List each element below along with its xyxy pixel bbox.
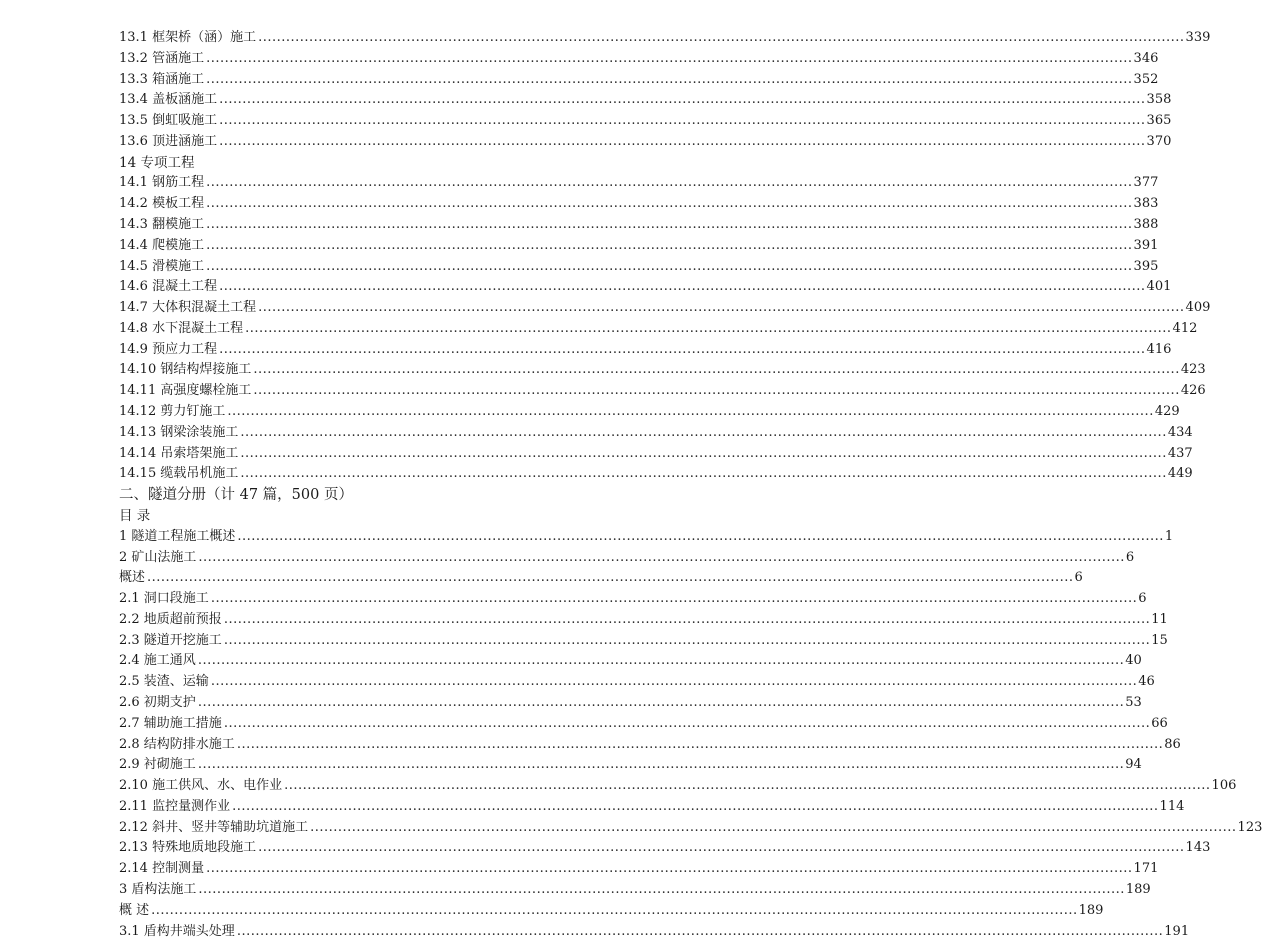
toc-entry-title: 2.3 隧道开挖施工 <box>119 632 222 648</box>
toc-leader-dots: ........................................................................................................................................................................................................ <box>197 653 1125 669</box>
toc-entry-title: 2.9 衬砌施工 <box>119 757 196 773</box>
toc-entry <box>119 402 1180 422</box>
toc-leader-dots: ........................................................................................................................................................................................................ <box>219 279 1146 295</box>
toc-entry <box>119 922 1190 942</box>
toc-entry <box>119 859 1159 879</box>
toc-page-number: 46 <box>1138 674 1155 690</box>
toc-entry-title: 13.3 箱涵施工 <box>119 71 205 87</box>
toc-entry <box>119 610 1168 630</box>
toc-entry-title: 2.1 洞口段施工 <box>119 591 209 607</box>
toc-leader-dots: ........................................................................................................................................................................................................ <box>206 50 1133 66</box>
toc-entry-title: 13.6 顶进涵施工 <box>119 133 218 149</box>
toc-entry <box>119 381 1206 401</box>
toc-page-number: 114 <box>1159 798 1185 814</box>
toc-page-number: 123 <box>1237 819 1262 835</box>
toc-page-number: 66 <box>1151 715 1168 731</box>
toc-entry-title: 概述 <box>119 570 146 586</box>
toc-entry <box>119 340 1172 360</box>
toc-entry-title: 2.4 施工通风 <box>119 653 196 669</box>
toc-entry-title: 2.7 辅助施工措施 <box>119 715 222 731</box>
toc-leader-dots: ........................................................................................................................................................................................................ <box>206 217 1133 233</box>
toc-leader-dots: ........................................................................................................................................................................................................ <box>258 300 1185 316</box>
toc-page-number: 40 <box>1125 653 1142 669</box>
toc-page-number: 339 <box>1185 30 1211 45</box>
toc-leader-dots: ........................................................................................................................................................................................................ <box>219 92 1146 108</box>
toc-entry <box>119 548 1135 568</box>
toc-entry-title: 2.10 施工供风、水、电作业 <box>119 778 283 794</box>
toc-entry <box>119 693 1142 713</box>
toc-entry <box>119 28 1211 48</box>
toc-page-number: 189 <box>1125 881 1151 897</box>
toc-entry <box>119 277 1172 297</box>
toc-entry <box>119 444 1193 464</box>
toc-leader-dots: ........................................................................................................................................................................................................ <box>197 757 1125 773</box>
toc-entry-title: 14.4 爬模施工 <box>119 237 205 253</box>
toc-page-number: 365 <box>1146 113 1172 129</box>
toc-leader-dots: ........................................................................................................................................................................................................ <box>206 196 1133 212</box>
toc-page-number: 416 <box>1146 341 1172 357</box>
toc-entry-title: 13.4 盖板涵施工 <box>119 92 218 108</box>
toc-page-number: 352 <box>1133 71 1159 87</box>
toc-page-number: 391 <box>1133 237 1159 253</box>
toc-leader-dots: ........................................................................................................................................................................................................ <box>151 902 1078 918</box>
toc-entry <box>119 70 1159 90</box>
toc-leader-dots: ........................................................................................................................................................................................................ <box>147 570 1074 586</box>
toc-page-number: 143 <box>1185 840 1211 856</box>
toc-entry-title: 2 矿山法施工 <box>119 549 197 565</box>
toc-entry-title: 14.1 钢筋工程 <box>119 175 205 191</box>
toc-entry <box>119 672 1155 692</box>
toc-entry <box>119 423 1193 443</box>
toc-leader-dots: ........................................................................................................................................................................................................ <box>210 591 1138 607</box>
toc-leader-dots: ........................................................................................................................................................................................................ <box>227 404 1154 420</box>
toc-entry <box>119 194 1159 214</box>
toc-leader-dots: ........................................................................................................................................................................................................ <box>206 237 1133 253</box>
toc-entry-title: 1 隧道工程施工概述 <box>119 528 236 544</box>
toc-entry-title: 2.13 特殊地质地段施工 <box>119 840 257 856</box>
toc-entry <box>119 755 1142 775</box>
toc-page-number: 346 <box>1133 50 1159 66</box>
toc-page-number: 53 <box>1125 694 1142 710</box>
toc-entry <box>119 236 1159 256</box>
toc-entry <box>119 797 1185 817</box>
toc-leader-dots: ........................................................................................................................................................................................................ <box>237 528 1164 544</box>
toc-entry <box>119 631 1168 651</box>
toc-page-number: 426 <box>1180 383 1206 399</box>
toc-entry-title: 14.7 大体积混凝土工程 <box>119 300 257 316</box>
toc-entry <box>119 735 1181 755</box>
toc-leader-dots: ........................................................................................................................................................................................................ <box>219 133 1146 149</box>
toc-leader-dots: ........................................................................................................................................................................................................ <box>198 881 1125 897</box>
toc-entry-title: 13.2 管涵施工 <box>119 50 205 66</box>
toc-entry-title: 14.13 钢梁涂装施工 <box>119 424 239 440</box>
toc-leader-dots: ........................................................................................................................................................................................................ <box>258 840 1185 856</box>
toc-entry-title: 14.11 高强度螺栓施工 <box>119 383 252 399</box>
toc-page-number: 11 <box>1151 611 1168 627</box>
toc-page-number: 370 <box>1146 133 1172 149</box>
toc-entry <box>119 901 1104 921</box>
toc-leader-dots: ........................................................................................................................................................................................................ <box>240 445 1167 461</box>
toc-entry <box>119 880 1151 900</box>
toc-entry <box>119 568 1083 588</box>
toc-page-number: 171 <box>1133 861 1159 877</box>
toc-leader-dots: ........................................................................................................................................................................................................ <box>210 674 1138 690</box>
toc-page-number: 383 <box>1133 196 1159 212</box>
toc-entry <box>119 464 1193 484</box>
toc-entry-title: 2.6 初期支护 <box>119 694 196 710</box>
toc-page-number: 388 <box>1133 217 1159 233</box>
toc-page-number: 1 <box>1164 528 1174 544</box>
toc-entry-title: 概 述 <box>119 902 150 918</box>
toc-entry <box>119 215 1159 235</box>
toc-entry-title: 3 盾构法施工 <box>119 881 197 897</box>
toc-entry-title: 14.3 翻模施工 <box>119 217 205 233</box>
toc-page-number: 409 <box>1185 300 1211 316</box>
toc-entry <box>119 319 1198 339</box>
toc-leader-dots: ........................................................................................................................................................................................................ <box>206 71 1133 87</box>
toc-leader-dots: ........................................................................................................................................................................................................ <box>284 778 1211 794</box>
toc-entry-title: 14.12 剪力钉施工 <box>119 404 226 420</box>
toc-entry-title: 14.15 缆载吊机施工 <box>119 466 239 482</box>
toc-page-number: 401 <box>1146 279 1172 295</box>
toc-leader-dots: ........................................................................................................................................................................................................ <box>223 715 1151 731</box>
toc-entry-title: 2.12 斜井、竖井等辅助坑道施工 <box>119 819 309 835</box>
toc-section-heading: 14 专项工程 <box>119 154 195 171</box>
toc-entry <box>119 111 1172 131</box>
toc-entry-title: 3.1 盾构井端头处理 <box>119 923 235 939</box>
toc-entry <box>119 776 1237 796</box>
toc-entry-title: 14.14 吊索塔架施工 <box>119 445 239 461</box>
toc-page-number: 94 <box>1125 757 1142 773</box>
toc-entry-title: 14.6 混凝土工程 <box>119 279 218 295</box>
toc-page-number: 6 <box>1138 591 1147 607</box>
toc-leader-dots: ........................................................................................................................................................................................................ <box>258 30 1185 45</box>
toc-leader-dots: ........................................................................................................................................................................................................ <box>198 549 1125 565</box>
toc-page-number: 423 <box>1180 362 1206 378</box>
toc-page-number: 358 <box>1146 92 1172 108</box>
toc-entry <box>119 257 1159 277</box>
toc-page-number: 429 <box>1154 404 1180 420</box>
toc-page-number: 106 <box>1211 778 1237 794</box>
toc-page-number: 437 <box>1167 445 1193 461</box>
toc-entry <box>119 651 1142 671</box>
toc-entry <box>119 838 1211 858</box>
toc-entry-title: 14.10 钢结构焊接施工 <box>119 362 252 378</box>
toc-leader-dots: ........................................................................................................................................................................................................ <box>240 424 1167 440</box>
toc-leader-dots: ........................................................................................................................................................................................................ <box>219 341 1146 357</box>
toc-leader-dots: ........................................................................................................................................................................................................ <box>240 466 1167 482</box>
toc-leader-dots: ........................................................................................................................................................................................................ <box>253 362 1180 378</box>
toc-entry <box>119 49 1159 69</box>
toc-leader-dots: ........................................................................................................................................................................................................ <box>236 736 1164 752</box>
toc-page-number: 6 <box>1125 549 1135 565</box>
toc-entry <box>119 589 1147 609</box>
toc-page-number: 434 <box>1167 424 1193 440</box>
toc-entry-title: 2.14 控制测量 <box>119 861 205 877</box>
toc-page-number: 6 <box>1074 570 1083 586</box>
toc-entry-title: 13.1 框架桥（涵）施工 <box>119 30 257 45</box>
toc-page-number: 377 <box>1133 175 1159 191</box>
toc-page-number: 189 <box>1078 902 1104 918</box>
toc-entry-title: 14.9 预应力工程 <box>119 341 218 357</box>
toc-entry <box>119 714 1168 734</box>
toc-page-number: 15 <box>1151 632 1168 648</box>
toc-leader-dots: ........................................................................................................................................................................................................ <box>223 632 1151 648</box>
toc-leader-dots: ........................................................................................................................................................................................................ <box>206 861 1133 877</box>
toc-page-number: 412 <box>1172 320 1198 336</box>
toc-entry-title: 14.8 水下混凝土工程 <box>119 320 244 336</box>
toc-leader-dots: ........................................................................................................................................................................................................ <box>236 923 1164 939</box>
toc-leader-dots: ........................................................................................................................................................................................................ <box>223 611 1151 627</box>
toc-page-number: 449 <box>1167 466 1193 482</box>
toc-entry <box>119 298 1211 318</box>
toc-section-heading: 二、隧道分册（计 47 篇，500 页） <box>119 487 353 504</box>
toc-entry <box>119 527 1174 547</box>
toc-entry-title: 13.5 倒虹吸施工 <box>119 113 218 129</box>
toc-leader-dots: ........................................................................................................................................................................................................ <box>310 819 1237 835</box>
toc-section-heading: 目 录 <box>119 507 151 524</box>
toc-page-number: 395 <box>1133 258 1159 274</box>
toc-entry <box>119 132 1172 152</box>
toc-entry-title: 14.2 模板工程 <box>119 196 205 212</box>
toc-leader-dots: ........................................................................................................................................................................................................ <box>232 798 1159 814</box>
toc-entry <box>119 360 1206 380</box>
toc-leader-dots: ........................................................................................................................................................................................................ <box>253 383 1180 399</box>
toc-entry <box>119 90 1172 110</box>
toc-leader-dots: ........................................................................................................................................................................................................ <box>245 320 1172 336</box>
toc-leader-dots: ........................................................................................................................................................................................................ <box>206 175 1133 191</box>
toc-entry-title: 2.8 结构防排水施工 <box>119 736 235 752</box>
toc-leader-dots: ........................................................................................................................................................................................................ <box>206 258 1133 274</box>
toc-page-number: 86 <box>1164 736 1181 752</box>
toc-entry-title: 2.5 装渣、运输 <box>119 674 209 690</box>
toc-entry-title: 14.5 滑模施工 <box>119 258 205 274</box>
toc-entry <box>119 173 1159 193</box>
toc-entry-title: 2.11 监控量测作业 <box>119 798 231 814</box>
toc-entry-title: 2.2 地质超前预报 <box>119 611 222 627</box>
toc-leader-dots: ........................................................................................................................................................................................................ <box>197 694 1125 710</box>
toc-entry <box>119 818 1262 838</box>
toc-leader-dots: ........................................................................................................................................................................................................ <box>219 113 1146 129</box>
toc-page-number: 191 <box>1164 923 1190 939</box>
